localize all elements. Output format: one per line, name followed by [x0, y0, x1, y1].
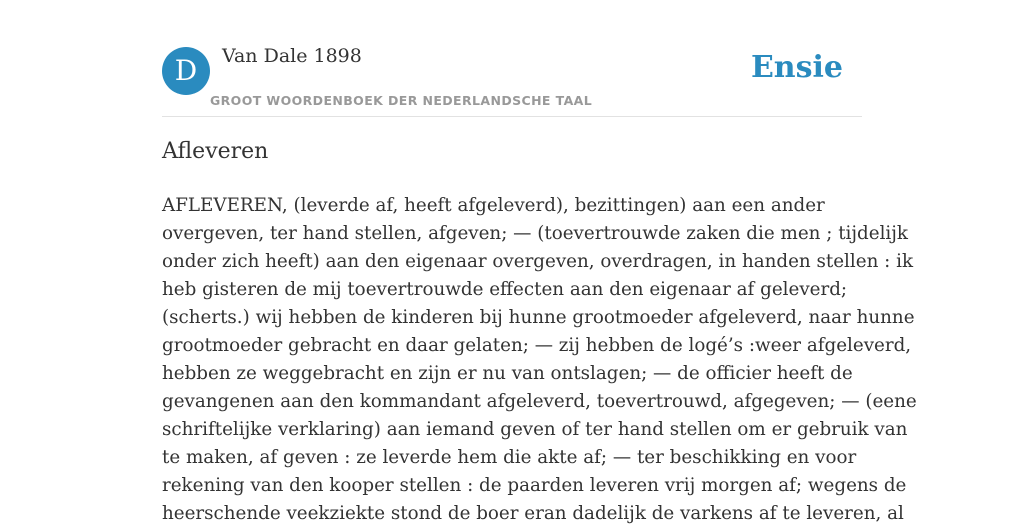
definition-line: (scherts.) wij hebben de kinderen bij hunne grootmoeder afgeleverd, naar hunne — [162, 307, 915, 328]
brand-logo-link[interactable]: Ensie — [750, 50, 843, 85]
definition-line: te maken, af geven : ze leverde hem die akte af; — ter beschikking en voor — [162, 447, 857, 468]
dictionary-header — [162, 0, 862, 117]
definition-line: hebben ze weggebracht en zijn er nu van ontslagen; — de officier heeft de — [162, 363, 853, 384]
definition-line: onder zich heeft) aan den eigenaar overgeven, overdragen, in handen stellen : ik — [162, 251, 914, 272]
definition-line: rekening van den kooper stellen : de paarden leveren vrij morgen af; wegens de — [162, 475, 907, 496]
definition-line: AFLEVEREN, (leverde af, heeft afgeleverd), bezittingen) aan een ander — [162, 195, 825, 216]
dictionary-subtitle: GROOT WOORDENBOEK DER NEDERLANDSCHE TAAL — [210, 93, 593, 108]
definition-line: schriftelijke verklaring) aan iemand geven of ter hand stellen om er gebruik van — [162, 419, 908, 440]
entry-title: Afleveren — [162, 139, 269, 164]
definition-line: overgeven, ter hand stellen, afgeven; — (toevertrouwde zaken die men ; tijdelijk — [162, 223, 909, 244]
entry-definition — [162, 192, 917, 528]
definition-line: heb gisteren de mij toevertrouwde effecten aan den eigenaar af geleverd; — [162, 279, 848, 300]
definition-line: heerschende veekziekte stond de boer eran dadelijk de varkens af te leveren, al — [162, 503, 904, 524]
dictionary-logo-icon[interactable]: D — [162, 47, 210, 95]
dictionary-title[interactable]: Van Dale 1898 — [222, 45, 362, 67]
definition-line: grootmoeder gebracht en daar gelaten; — zij hebben de logé’s :weer afgeleverd, — [162, 335, 912, 356]
page-container — [162, 0, 917, 524]
definition-line: gevangenen aan den kommandant afgeleverd, toevertrouwd, afgegeven; — (eene — [162, 391, 917, 412]
